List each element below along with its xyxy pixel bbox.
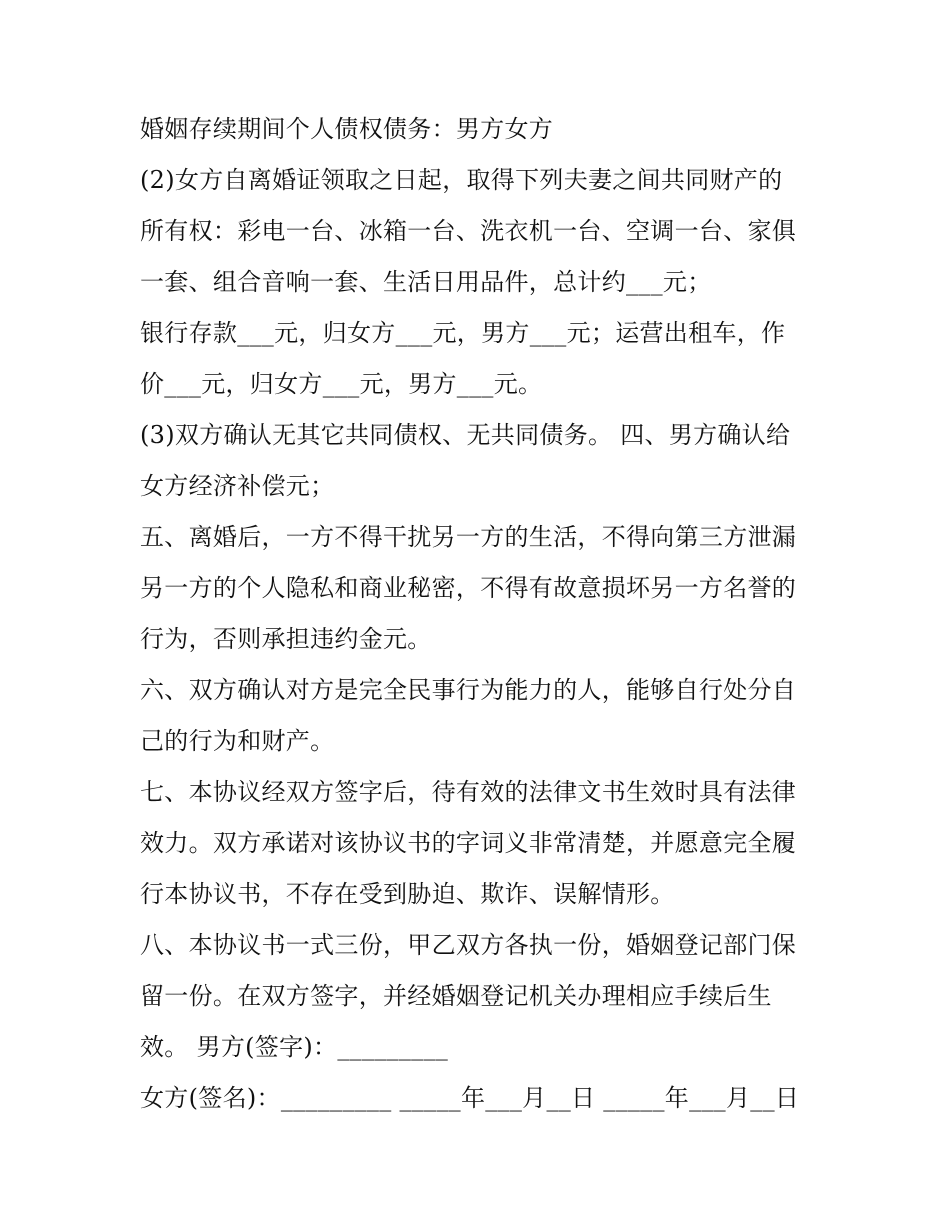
text-line: 八、本协议书一式三份，甲乙双方各执一份，婚姻登记部门保	[140, 931, 797, 959]
text-line: 银行存款___元，归女方___元，男方___元；运营出租车，作	[140, 319, 786, 347]
text-line: 女方经济补偿元；	[140, 472, 335, 500]
text-line: (2)女方自离婚证领取之日起，取得下列夫妻之间共同财产的	[140, 166, 783, 194]
text-line: 价___元，归女方___元，男方___元。	[140, 370, 543, 398]
text-line: 婚姻存续期间个人债权债务：男方女方	[140, 115, 554, 143]
text-line: 所有权：彩电一台、冰箱一台、洗衣机一台、空调一台、家俱	[140, 217, 797, 245]
text-line: 留一份。在双方签字，并经婚姻登记机关办理相应手续后生	[140, 982, 772, 1010]
text-line: 行为，否则承担违约金元。	[140, 625, 432, 653]
text-line: 另一方的个人隐私和商业秘密，不得有故意损坏另一方名誉的	[140, 574, 797, 602]
text-line: 行本协议书，不存在受到胁迫、欺诈、误解情形。	[140, 880, 675, 908]
text-line: 一套、组合音响一套、生活日用品件，总计约___元；	[140, 268, 712, 296]
text-line: 效力。双方承诺对该协议书的字词义非常清楚，并愿意完全履	[140, 829, 797, 857]
text-line: (3)双方确认无其它共同债权、无共同债务。 四、男方确认给	[140, 421, 791, 449]
text-line: 五、离婚后，一方不得干扰另一方的生活，不得向第三方泄漏	[140, 523, 797, 551]
text-line: 己的行为和财产。	[140, 727, 335, 755]
signature-line-male: 效。 男方(签字)：_________	[140, 1033, 449, 1061]
signature-line-female-date: 女方(签名)：_________ _____年___月__日 _____年___月__日	[140, 1084, 800, 1112]
text-line: 七、本协议经双方签字后，待有效的法律文书生效时具有法律	[140, 778, 797, 806]
text-line: 六、双方确认对方是完全民事行为能力的人，能够自行处分自	[140, 676, 797, 704]
